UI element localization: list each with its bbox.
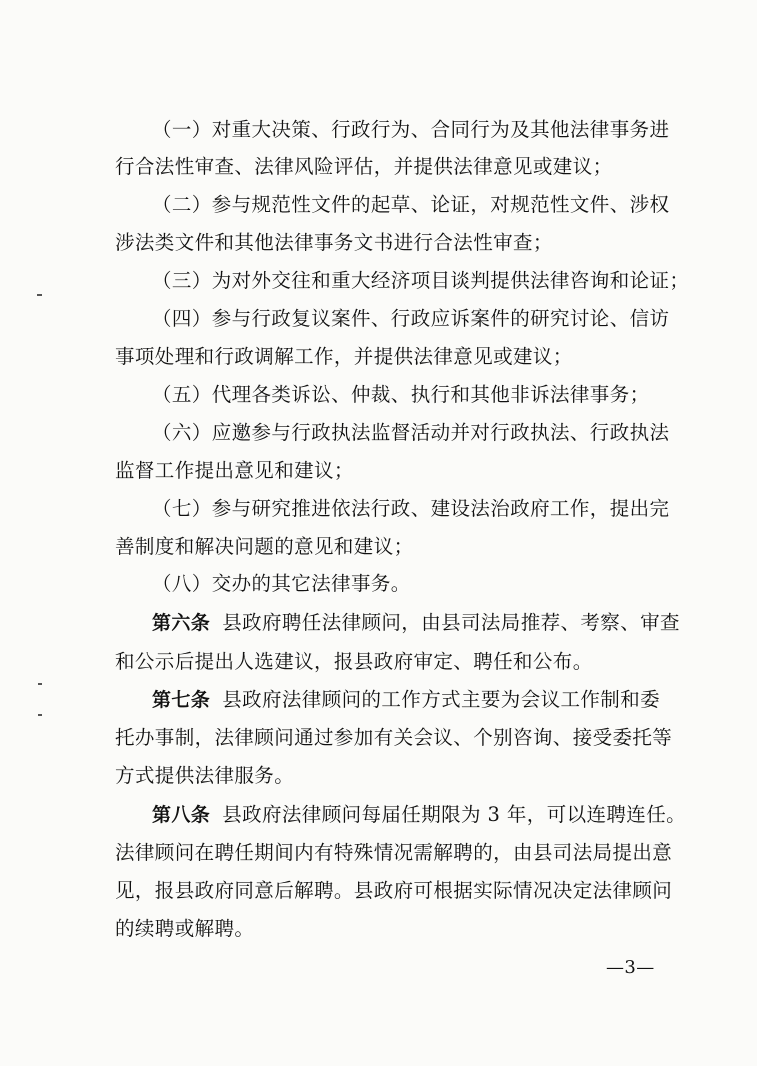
scan-speck [38,683,42,685]
item-2-line-2: 涉法类文件和其他法律事务文书进行合法性审查； [115,231,553,254]
article-7-title: 第七条 [152,689,211,711]
article-6-title: 第六条 [152,612,211,634]
scan-speck [37,294,42,296]
item-5-line-1: （五）代理各类诉讼、仲裁、执行和其他非诉法律事务； [152,383,650,406]
article-7-line-2: 托办事制，法律顾问通过参加有关会议、个别咨询、接受委托等 [115,726,673,749]
item-1-line-1: （一）对重大决策、行政行为、合同行为及其他法律事务进 [152,118,670,141]
article-7-line-1 [152,688,660,712]
article-7-line-3: 方式提供法律服务。 [115,764,295,787]
item-4-line-2: 事项处理和行政调解工作，并提供法律意见或建议； [115,345,573,368]
item-7-line-2: 善制度和解决问题的意见和建议； [115,535,414,558]
article-6-line-1 [152,611,680,635]
item-7-line-1: （七）参与研究推进依法行政、建设法治政府工作，提出完 [152,497,670,520]
item-4-line-1: （四）参与行政复议案件、行政应诉案件的研究讨论、信访 [152,307,670,330]
article-7-text: 县政府法律顾问的工作方式主要为会议工作制和委 [222,688,661,711]
page-number: —3— [606,957,655,978]
article-8-line-3: 见，报县政府同意后解聘。县政府可根据实际情况决定法律顾问 [115,879,673,902]
item-8-line-1: （八）交办的其它法律事务。 [152,572,411,595]
scan-speck [38,714,42,716]
item-3-line-1: （三）为对外交往和重大经济项目谈判提供法律咨询和论证； [152,269,690,292]
article-8-line-1 [152,803,686,827]
article-6-line-2: 和公示后提出人选建议，报县政府审定、聘任和公布。 [115,650,593,673]
article-8-title: 第八条 [152,804,211,826]
item-6-line-2: 监督工作提出意见和建议； [115,459,354,482]
item-6-line-1: （六）应邀参与行政执法监督活动并对行政执法、行政执法 [152,421,670,444]
article-8-text: 县政府法律顾问每届任期限为 3 年，可以连聘连任。 [222,803,687,826]
article-8-line-2: 法律顾问在聘任期间内有特殊情况需解聘的，由县司法局提出意 [115,841,673,864]
item-1-line-2: 行合法性审查、法律风险评估，并提供法律意见或建议； [115,155,613,178]
item-2-line-1: （二）参与规范性文件的起草、论证，对规范性文件、涉权 [152,193,670,216]
article-8-line-4: 的续聘或解聘。 [115,917,255,940]
article-6-text: 县政府聘任法律顾问，由县司法局推荐、考察、审查 [222,611,680,634]
